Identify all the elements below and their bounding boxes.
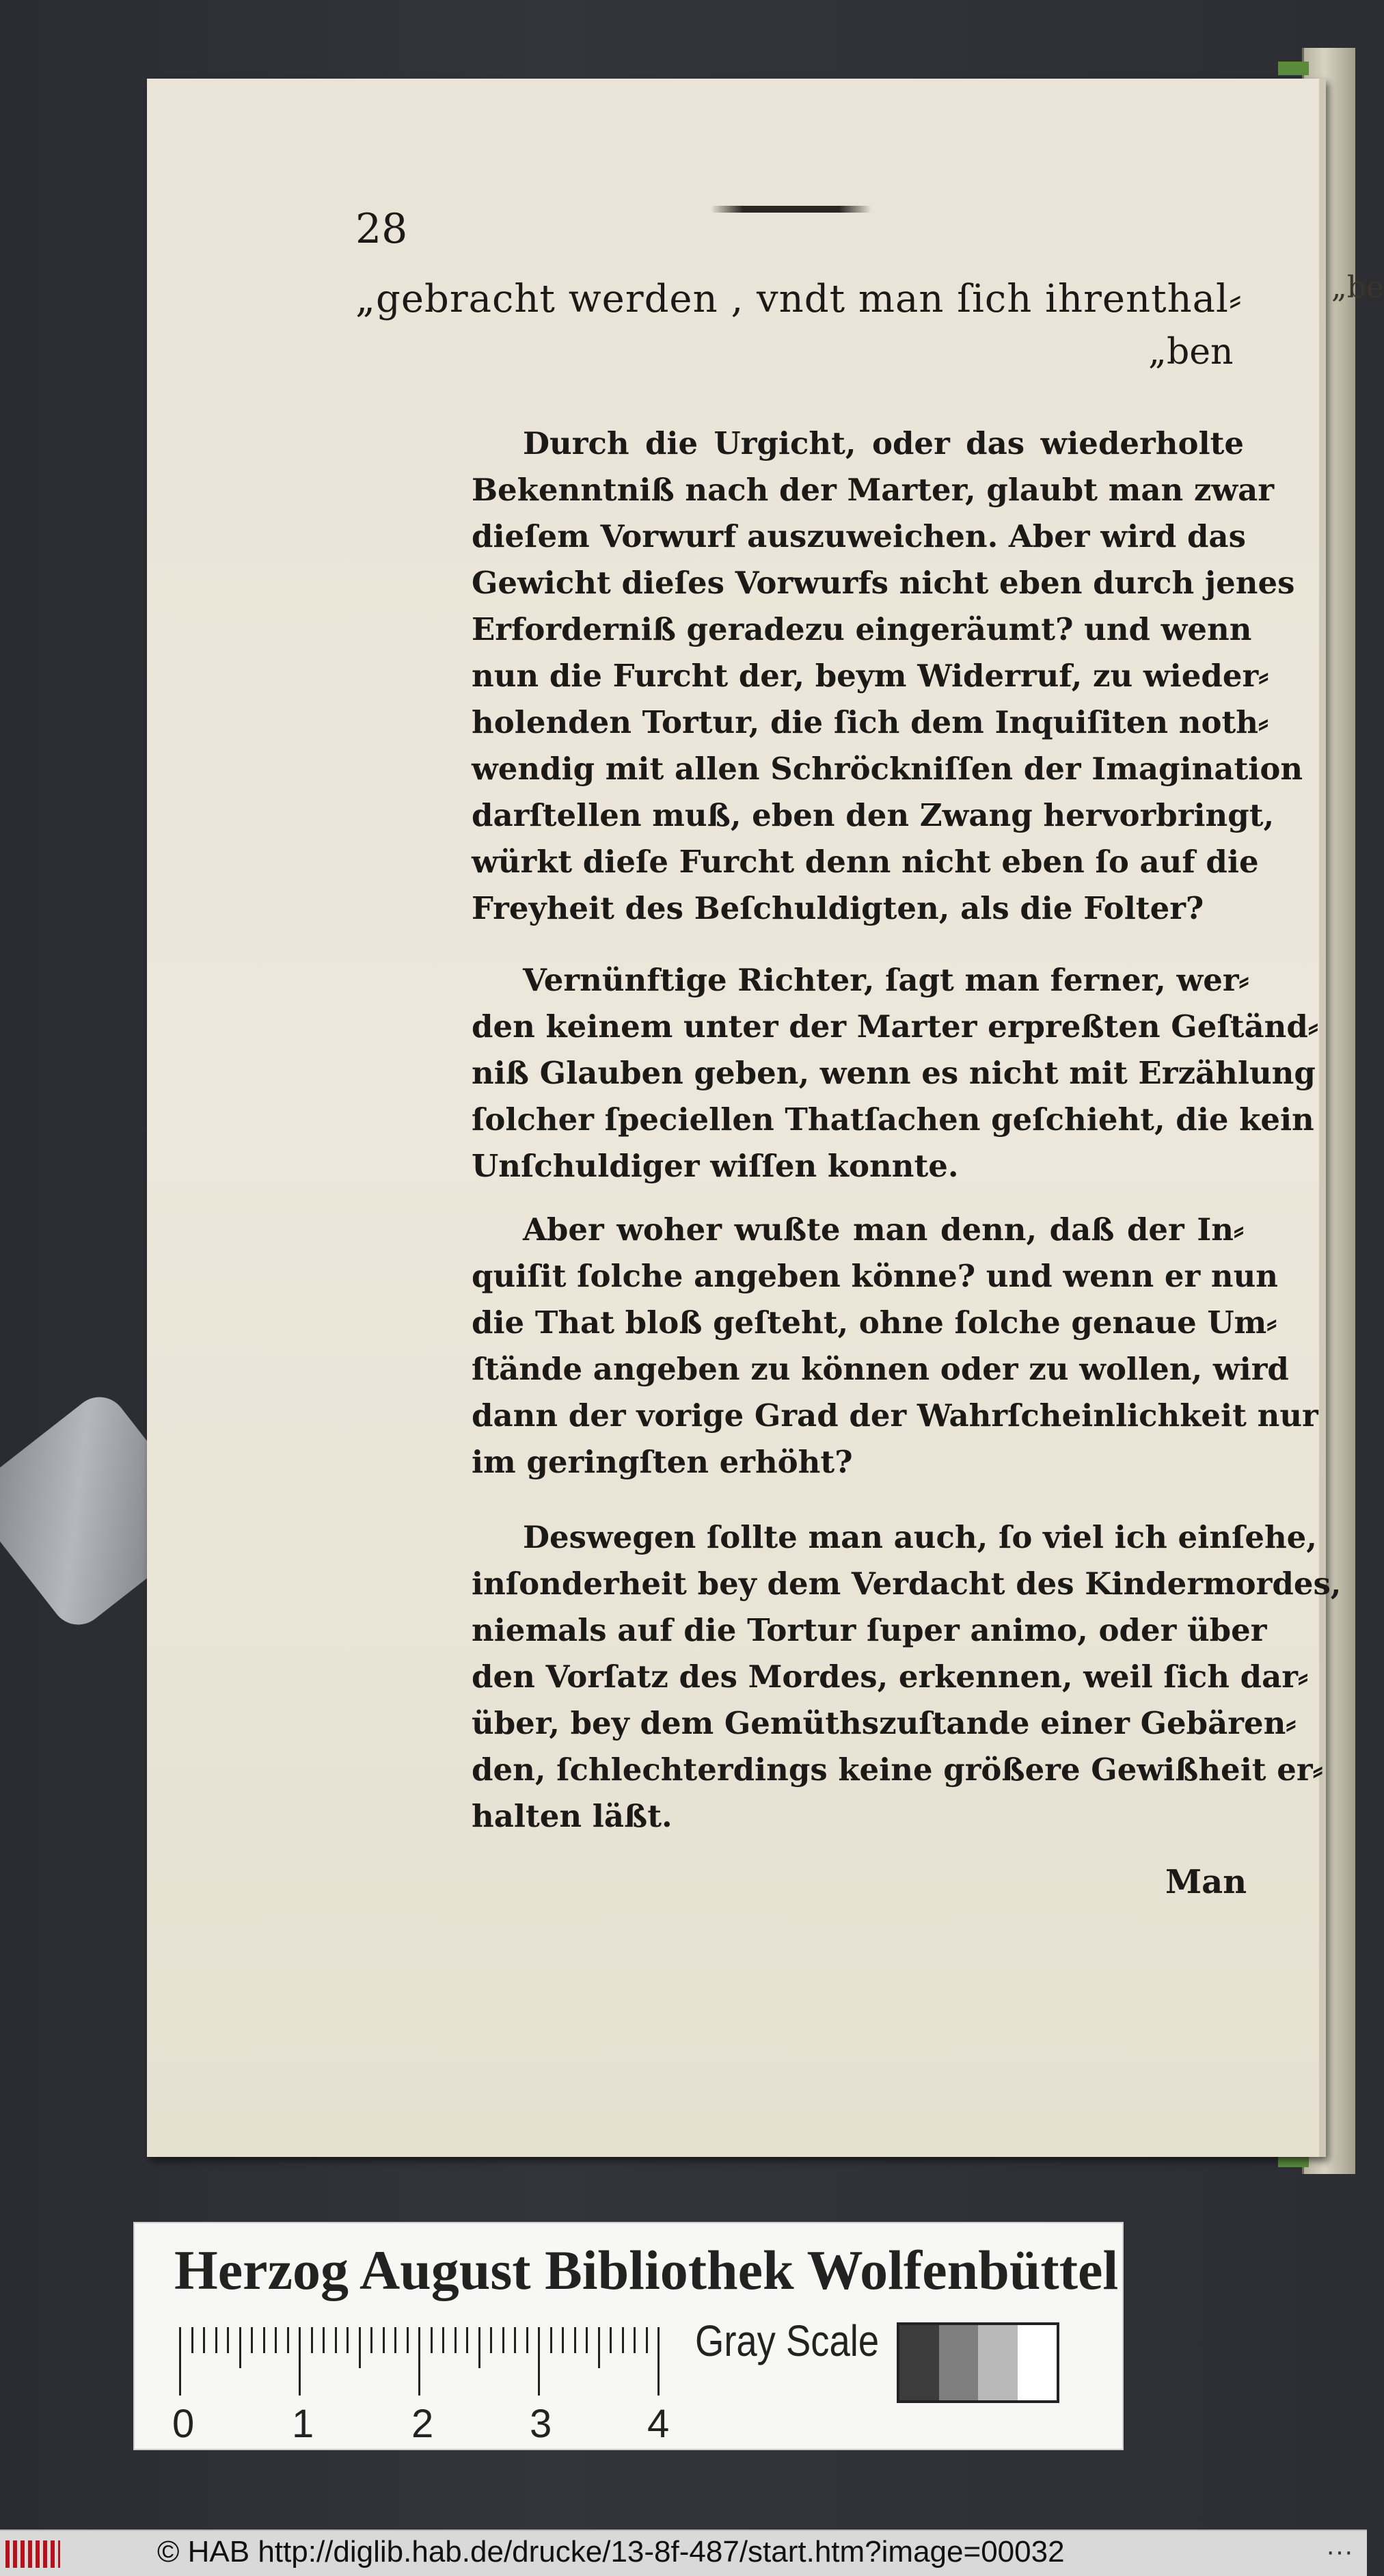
- ruler-tick: [263, 2327, 265, 2353]
- text-line: quiſit ſolche angeben könne? und wenn er nun: [472, 1258, 1278, 1294]
- text-line: über, bey dem Gemüthszuſtande einer Gebären⸗: [472, 1705, 1297, 1741]
- ruler-tick: [179, 2327, 181, 2396]
- page-number: 28: [355, 205, 408, 253]
- ruler-tick: [215, 2327, 217, 2353]
- ruler-tick: [502, 2327, 504, 2353]
- text-line: dann der vorige Grad der Wahrſcheinlichkeit nur: [472, 1397, 1318, 1434]
- ruler-tick: [275, 2327, 277, 2353]
- text-line: Vernünftige Richter, ſagt man ferner, wer⸗: [523, 962, 1249, 998]
- ruler-tick: [299, 2327, 301, 2396]
- ruler-tick: [550, 2327, 552, 2353]
- book-page: [147, 79, 1342, 2157]
- text-line: inſonderheit bey dem Verdacht des Kindermordes,: [472, 1566, 1342, 1602]
- ruler-tick: [239, 2327, 241, 2368]
- text-line: niemals auf die Tortur ſuper animo, oder über: [472, 1612, 1267, 1648]
- ruler-tick: [538, 2327, 540, 2396]
- text-line: halten läßt.: [472, 1798, 673, 1834]
- gray-scale-swatches: [897, 2322, 1059, 2403]
- text-line: Bekenntniß nach der Marter, glaubt man zwar: [472, 472, 1275, 508]
- library-title: Herzog August Bibliothek Wolfenbüttel: [174, 2239, 1119, 2301]
- text-line: Deswegen ſollte man auch, ſo viel ich einſehe,: [523, 1519, 1317, 1555]
- ruler-tick: [442, 2327, 444, 2353]
- scale-number-0: 0: [172, 2402, 195, 2446]
- ruler-tick: [407, 2327, 409, 2353]
- text-line: Unſchuldiger wiſſen konnte.: [472, 1148, 959, 1184]
- gray-swatch: [899, 2325, 939, 2400]
- measurement-ruler: [179, 2327, 781, 2382]
- header-rule: [711, 206, 871, 213]
- ruler-tick: [454, 2327, 457, 2353]
- ruler-tick: [227, 2327, 229, 2353]
- gray-scale-label: Gray Scale: [695, 2316, 880, 2365]
- ruler-tick: [586, 2327, 588, 2353]
- ruler-tick: [311, 2327, 313, 2353]
- catchword-bottom: Man: [1165, 1863, 1247, 1901]
- ruler-tick: [203, 2327, 205, 2353]
- ruler-tick: [466, 2327, 468, 2353]
- ruler-tick: [323, 2327, 325, 2353]
- ruler-tick: [370, 2327, 372, 2353]
- ruler-tick: [526, 2327, 528, 2353]
- ruler-tick: [335, 2327, 337, 2353]
- text-line: den Vorſatz des Mordes, erkennen, weil ſich dar⸗: [472, 1659, 1308, 1695]
- text-line: holenden Tortur, die ſich dem Inquiſiten noth⸗: [472, 704, 1268, 740]
- ruler-tick: [418, 2327, 420, 2396]
- text-line: Gewicht dieſes Vorwurfs nicht eben durch jenes: [472, 565, 1295, 601]
- gray-swatch: [939, 2325, 979, 2400]
- ruler-tick: [657, 2327, 660, 2396]
- ruler-tick: [191, 2327, 193, 2353]
- text-line: Freyheit des Beſchuldigten, als die Folter?: [472, 890, 1204, 926]
- ruler-tick: [574, 2327, 576, 2353]
- scale-number-1: 1: [292, 2402, 314, 2446]
- ruler-tick: [347, 2327, 349, 2353]
- catchline-top-continuation: „ben: [1148, 332, 1234, 373]
- text-line: die That bloß geſteht, ohne ſolche genaue Um⸗: [472, 1304, 1277, 1341]
- text-line: Durch die Urgicht, oder das wiederholte: [523, 425, 1244, 461]
- ruler-tick: [251, 2327, 253, 2353]
- text-line: nun die Furcht der, beym Widerruf, zu wieder⸗: [472, 658, 1269, 694]
- ruler-tick: [562, 2327, 564, 2353]
- hab-logo-icon: [5, 2540, 60, 2568]
- text-line: darſtellen muß, eben den Zwang hervorbringt,: [472, 797, 1275, 833]
- ruler-tick: [478, 2327, 480, 2368]
- ruler-tick: [490, 2327, 492, 2353]
- text-line: niß Glauben geben, wenn es nicht mit Erzählung: [472, 1055, 1316, 1091]
- binding-band-top: [1278, 62, 1309, 75]
- ruler-tick: [598, 2327, 600, 2368]
- text-line: würkt dieſe Furcht denn nicht eben ſo auf die: [472, 844, 1259, 880]
- ruler-tick: [646, 2327, 648, 2353]
- gray-swatch: [978, 2325, 1018, 2400]
- more-icon[interactable]: ···: [1326, 2536, 1353, 2566]
- footer-copyright-link[interactable]: © HAB http://diglib.hab.de/drucke/13-8f-487/start.htm?image=00032: [157, 2535, 1065, 2568]
- text-line: Erforderniß geradezu eingeräumt? und wenn: [472, 611, 1252, 647]
- neighbor-page-text: „be: [1331, 270, 1384, 305]
- scale-number-2: 2: [411, 2402, 434, 2446]
- footer-bar: [0, 2530, 1367, 2576]
- ruler-tick: [383, 2327, 385, 2353]
- ruler-tick: [634, 2327, 636, 2353]
- ruler-tick: [622, 2327, 624, 2353]
- ruler-tick: [514, 2327, 516, 2353]
- text-line: dieſem Vorwurf auszuweichen. Aber wird das: [472, 518, 1246, 554]
- text-line: ſtände angeben zu können oder zu wollen, wird: [472, 1351, 1289, 1387]
- catchline-top: „gebracht werden , vndt man ſich ihrenthal⸗: [355, 277, 1243, 321]
- ruler-tick: [431, 2327, 433, 2353]
- text-line: wendig mit allen Schröckniſſen der Imagination: [472, 751, 1303, 787]
- text-line: Aber woher wußte man denn, daß der In⸗: [523, 1211, 1244, 1248]
- paragraph-1: [472, 420, 1303, 932]
- paragraph-4: [472, 1514, 1342, 1840]
- paragraph-2: [472, 957, 1318, 1190]
- color-reference-card: [133, 2222, 1124, 2450]
- text-line: den keinem unter der Marter erpreßten Geſtänd⸗: [472, 1008, 1318, 1045]
- gray-swatch: [1018, 2325, 1057, 2400]
- ruler-tick: [394, 2327, 396, 2353]
- ruler-tick: [287, 2327, 289, 2353]
- scale-number-3: 3: [530, 2402, 552, 2446]
- paragraph-3: [472, 1207, 1318, 1486]
- text-line: im geringſten erhöht?: [472, 1444, 853, 1480]
- ruler-tick: [610, 2327, 612, 2353]
- text-line: ſolcher ſpeciellen Thatſachen geſchieht, die kein: [472, 1101, 1314, 1138]
- text-line: den, ſchlechterdings keine größere Gewißheit er⸗: [472, 1752, 1323, 1788]
- scale-number-4: 4: [647, 2402, 670, 2446]
- ruler-tick: [359, 2327, 361, 2368]
